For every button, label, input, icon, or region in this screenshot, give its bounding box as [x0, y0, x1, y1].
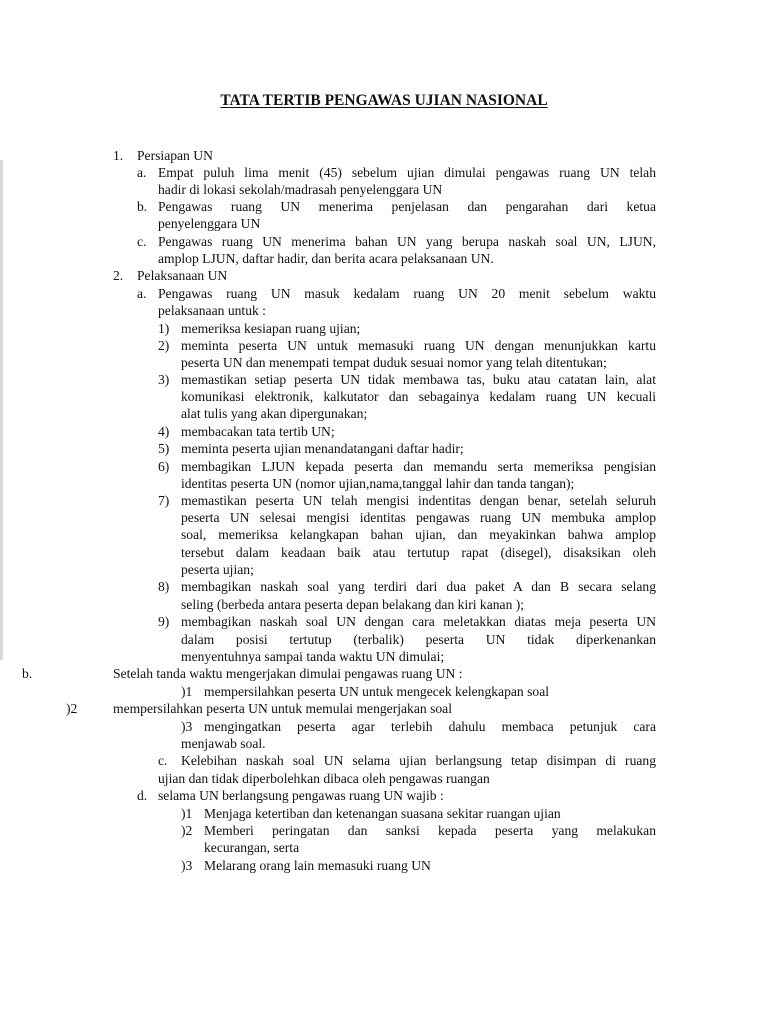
section-2a-line2: pelaksanaan untuk : [158, 303, 266, 318]
item-8-line1: membagikan naskah soal yang terdiri dari dua paket A dan B secara selang [181, 579, 656, 594]
item-7-number: 7) [158, 493, 170, 508]
item-3-line2: komunikasi elektronik, kalkutator dan sebagainya kedalam ruang UN kecuali [181, 389, 656, 404]
section-2b-item1-number: )1 [181, 684, 193, 699]
section-2c-marker: c. [158, 753, 168, 768]
item-8-line2: seling (berbeda antara peserta depan belakang dan kiri kanan ); [181, 597, 525, 612]
item-7-line3: soal, memeriksa kelangkapan bahan ujian, dan meyakinkan bahwa amplop [181, 527, 656, 542]
section-2d-item2-line2: kecurangan, serta [204, 840, 300, 855]
left-margin-bar [0, 160, 3, 660]
section-2d-item2-line1: Memberi peringatan dan sanksi kepada peserta yang melakukan [204, 823, 656, 838]
item-6-line1: membagikan LJUN kepada peserta dan memandu serta memeriksa pengisian [181, 459, 656, 474]
section-2b-item1-text: mempersilahkan peserta UN untuk mengecek kelengkapan soal [204, 684, 550, 699]
item-6-line2: identitas peserta UN (nomor ujian,nama,tanggal lahir dan tanda tangan); [181, 476, 575, 491]
section-2d-item3-text: Melarang orang lain memasuki ruang UN [204, 858, 431, 873]
item-7-line5: peserta ujian; [181, 562, 254, 577]
section-1c-line2: amplop LJUN, daftar hadir, dan berita acara pelaksanaan UN. [158, 251, 494, 266]
section-2d-marker: d. [137, 788, 148, 803]
item-5-number: 5) [158, 441, 170, 456]
section-2b-item3-line2: menjawab soal. [181, 736, 266, 751]
section-2d-item3-number: )3 [181, 858, 193, 873]
section-2c-line1: Kelebihan naskah soal UN selama ujian berlangsung tetap disimpan di ruang [181, 753, 656, 768]
section-2b-item2-text: mempersilahkan peserta UN untuk memulai mengerjakan soal [113, 701, 452, 716]
item-3-number: 3) [158, 372, 170, 387]
item-2-line2: peserta UN dan menempati tempat duduk sesuai nomor yang telah ditentukan; [181, 355, 607, 370]
item-2-line1: meminta peserta UN untuk memasuki ruang UN dengan menunjukkan kartu [181, 338, 656, 353]
item-9-number: 9) [158, 614, 170, 629]
item-1-number: 1) [158, 321, 170, 336]
section-1a-line2: hadir di lokasi sekolah/madrasah penyelenggara UN [158, 182, 443, 197]
section-2b-marker: b. [22, 666, 33, 681]
section-1b-marker: b. [137, 199, 148, 214]
section-2-number: 2. [113, 268, 124, 283]
section-2a-line1: Pengawas ruang UN masuk kedalam ruang UN 20 menit sebelum waktu [158, 286, 656, 301]
section-1-number: 1. [113, 148, 124, 163]
item-3-line3: alat tulis yang akan dipergunakan; [181, 406, 368, 421]
item-3-line1: memastikan setiap peserta UN tidak membawa tas, buku atau catatan lain, alat [181, 372, 656, 387]
item-1-line1: memeriksa kesiapan ruang ujian; [181, 321, 361, 336]
item-4-number: 4) [158, 424, 170, 439]
section-1a-line1: Empat puluh lima menit (45) sebelum ujian dimulai pengawas ruang UN telah [158, 165, 656, 180]
section-1b-line2: penyelenggara UN [158, 216, 261, 231]
section-2b-item3-number: )3 [181, 719, 193, 734]
item-7-line4: tersebut dalam keadaan baik atau tertutup rapat (disegel), disaksikan oleh [181, 545, 656, 560]
section-2b-line1: Setelah tanda waktu mengerjakan dimulai pengawas ruang UN : [113, 666, 463, 681]
section-2b-item3-line1: mengingatkan peserta agar terlebih dahulu membaca petunjuk cara [204, 719, 656, 734]
section-1c-line1: Pengawas ruang UN menerima bahan UN yang berupa naskah soal UN, LJUN, [158, 234, 656, 249]
item-2-number: 2) [158, 338, 170, 353]
section-2d-item2-number: )2 [181, 823, 193, 838]
item-7-line2: peserta UN selesai mengisi identitas pengawas ruang UN membuka amplop [181, 510, 656, 525]
item-9-line1: membagikan naskah soal UN dengan cara meletakkan diatas meja peserta UN [181, 614, 656, 629]
item-5-line1: meminta peserta ujian menandatangani daftar hadir; [181, 441, 464, 456]
item-6-number: 6) [158, 459, 170, 474]
section-2d-item1-text: Menjaga ketertiban dan ketenangan suasana sekitar ruangan ujian [204, 806, 561, 821]
item-9-line2: dalam posisi tertutup (terbalik) peserta UN tidak diperkenankan [181, 632, 656, 647]
section-1b-line1: Pengawas ruang UN menerima penjelasan dan pengarahan dari ketua [158, 199, 656, 214]
section-2-label: Pelaksanaan UN [137, 268, 228, 283]
item-9-line3: menyentuhnya sampai tanda waktu UN dimulai; [181, 649, 445, 664]
item-7-line1: memastikan peserta UN telah mengisi indentitas dengan benar, setelah seluruh [181, 493, 656, 508]
section-1a-marker: a. [137, 165, 147, 180]
section-2d-item1-number: )1 [181, 806, 193, 821]
item-4-line1: membacakan tata tertib UN; [181, 424, 335, 439]
section-2c-line2: ujian dan tidak diperbolehkan dibaca oleh pengawas ruangan [158, 771, 490, 786]
section-1c-marker: c. [137, 234, 147, 249]
section-2a-marker: a. [137, 286, 147, 301]
section-2d-line1: selama UN berlangsung pengawas ruang UN wajib : [158, 788, 444, 803]
section-2b-item2-number: )2 [66, 701, 78, 716]
item-8-number: 8) [158, 579, 170, 594]
section-1-label: Persiapan UN [137, 148, 213, 163]
document-title: TATA TERTIB PENGAWAS UJIAN NASIONAL [220, 92, 548, 109]
